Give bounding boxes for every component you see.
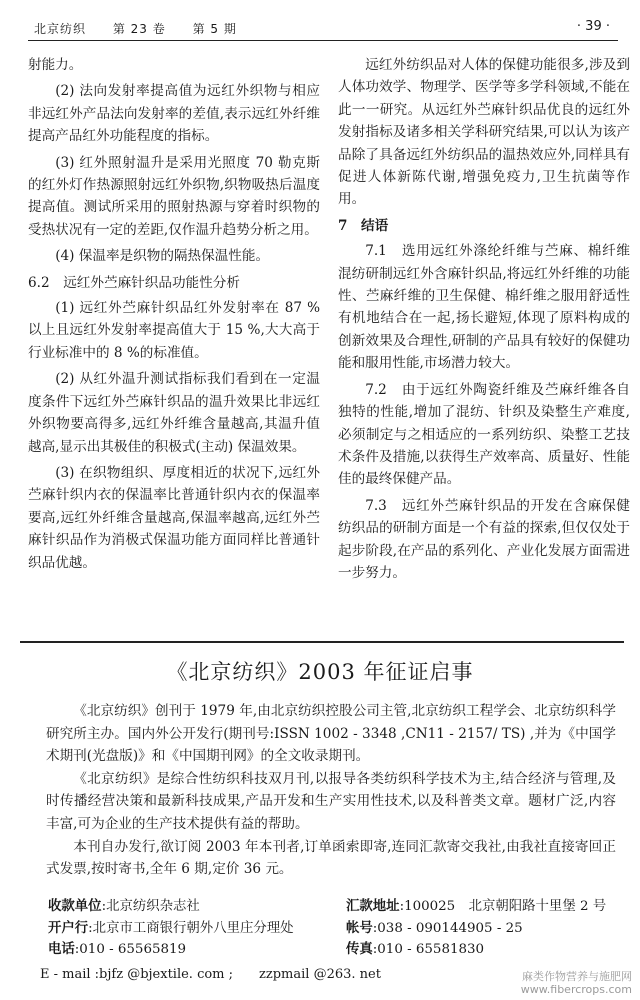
address-value: :100025 北京朝阳路十里堡 2 号 [399, 899, 607, 914]
article-body [28, 54, 630, 634]
left-column [28, 54, 320, 578]
volume-label: 第 23 卷 [112, 22, 166, 36]
notice-paragraph: 本刊自办发行,欲订阅 2003 年本刊者,订单函索即寄,连同汇款寄交我社,由我社直接寄回正式发票,按时寄书,全年 6 期,定价 36 元。 [46, 838, 616, 878]
notice-paragraph: 《北京纺织》创刊于 1979 年,由北京纺织控股公司主管,北京纺织工程学会、北京纺织科学研究所主办。国内外公开发行(期刊号:ISSN 1002 - 3348 ,CN11 - 2157/ TS) ,并为《中国学术期刊(光盘版)》和《中国期刊网》的全文收录期刊。 [46, 703, 616, 765]
paragraph: 7.3 远红外苎麻针织品的开发在含麻保健纺织品的研制方面是一个有益的探索,但仅仅处于起步阶段,在产品的系列化、产业化发展方面需进一步努力。 [338, 497, 630, 581]
notice-paragraph: 《北京纺织》是综合性纺织科技双月刊,以报导各类纺织科学技术为主,结合经济与管理,及时传播经营决策和最新科技成果,产品开发和生产实用性技术,以及科普类文章。题材广泛,内容丰富,可为企业的生产技术提供有益的帮助。 [46, 770, 616, 832]
bank-label: 开户行 [48, 919, 89, 936]
contact-row [48, 896, 616, 918]
address-label: 汇款地址 [346, 898, 400, 914]
fax-value: :010 - 65581830 [372, 942, 485, 957]
paragraph: 远红外纺织品对人体的保健功能很多,涉及到人体功效学、物理学、医学等多学科领域,不能在此一一研究。从远红外苎麻针织品优良的远红外发射指标及诸多相关学科研究结果,可以认为该产品除了具备远红外纺织品的温热效应外,同样具有促进人体新陈代谢,增强免疫力,卫生抗菌等作用。 [338, 57, 630, 208]
page-header [28, 14, 618, 41]
section-heading-7: 7 结语 [338, 217, 389, 234]
paragraph: (4) 保温率是织物的隔热保温性能。 [55, 248, 270, 265]
section-heading-6-2: 6.2 远红外苎麻针织品功能性分析 [28, 274, 240, 291]
notice-title: 《北京纺织》2003 年征证启事 [166, 660, 474, 684]
right-column [338, 54, 630, 588]
phone-label: 电话 [48, 941, 75, 957]
watermark-line: www.fibercrops.com [520, 983, 632, 996]
paragraph: 射能力。 [28, 57, 83, 73]
phone-value: :010 - 65565819 [74, 942, 187, 957]
notice-body [46, 700, 616, 881]
paragraph: 7.1 选用远红外涤纶纤维与苎麻、棉纤维混纺研制远红外含麻针织品,将远红外纤维的功能性、苎麻纤维的卫生保健、棉纤维之服用舒适性有机地结合在一起,扬长避短,体现了原料构成的创新效果及合理性,研制的产品具有较好的保健功能和服用性能,市场潜力较大。 [338, 243, 630, 372]
paragraph: (2) 法向发射率提高值为远红外织物与相应非远红外产品法向发射率的差值,表示远红外纤维提高产品红外功能程度的指标。 [28, 83, 320, 145]
header-journal-info [34, 20, 259, 37]
bank-value: :北京市工商银行朝外八里庄分理处 [88, 920, 294, 936]
contact-info [48, 896, 616, 961]
account-label: 帐号 [346, 919, 373, 936]
paragraph: 7.2 由于远红外陶瓷纤维及苎麻纤维各自独特的性能,增加了混纺、针织及染整生产难度,必须制定与之相适应的一系列纺织、染整工艺技术条件及措施,以获得生产效率高、质量好、性能佳的最终保健产品。 [338, 381, 630, 488]
section-divider [20, 641, 624, 643]
fax-label: 传真 [346, 941, 373, 957]
account-value: :038 - 090144905 - 25 [372, 920, 523, 936]
issue-label: 第 5 期 [192, 22, 237, 36]
recipient-label: 收款单位 [48, 898, 102, 914]
paragraph: (2) 从红外温升测试指标我们看到在一定温度条件下远红外苎麻针织品的温升效果比非远红外织物要高得多,远红外纤维含量越高,其温升值越高,显示出其极佳的积极式(主动) 保温效果。 [28, 371, 320, 455]
journal-name: 北京纺织 [34, 22, 87, 36]
site-watermark [521, 970, 632, 996]
contact-row [48, 939, 616, 961]
paragraph: (3) 在织物组织、厚度相近的状况下,远红外苎麻针织内衣的保温率比普通针织内衣的保温率要高,远红外纤维含量越高,保温率越高,远红外苎麻针织品作为消极式保温功能方面同样比普通针织品优越。 [28, 464, 320, 571]
recipient-value: :北京纺织杂志社 [101, 899, 200, 914]
email-line: E - mail :bjfz @bjextile. com ; zzpmail @263. net [40, 967, 381, 982]
paragraph: (3) 红外照射温升是采用光照度 70 勒克斯的红外灯作热源照射远红外织物,织物吸热后温度提高值。测试所采用的照射热源与穿着时织物的受热状况有一定的差距,仅作温升趋势分析之用。 [28, 154, 320, 238]
page-number: · 39 · [576, 19, 610, 34]
paragraph: (1) 远红外苎麻针织品红外发射率在 87 %以上且远红外发射率提高值大于 15 %,大大高于行业标准中的 8 %的标准值。 [28, 300, 320, 361]
watermark-line: 麻类作物营养与施肥网 [522, 970, 632, 983]
contact-row [48, 918, 616, 940]
